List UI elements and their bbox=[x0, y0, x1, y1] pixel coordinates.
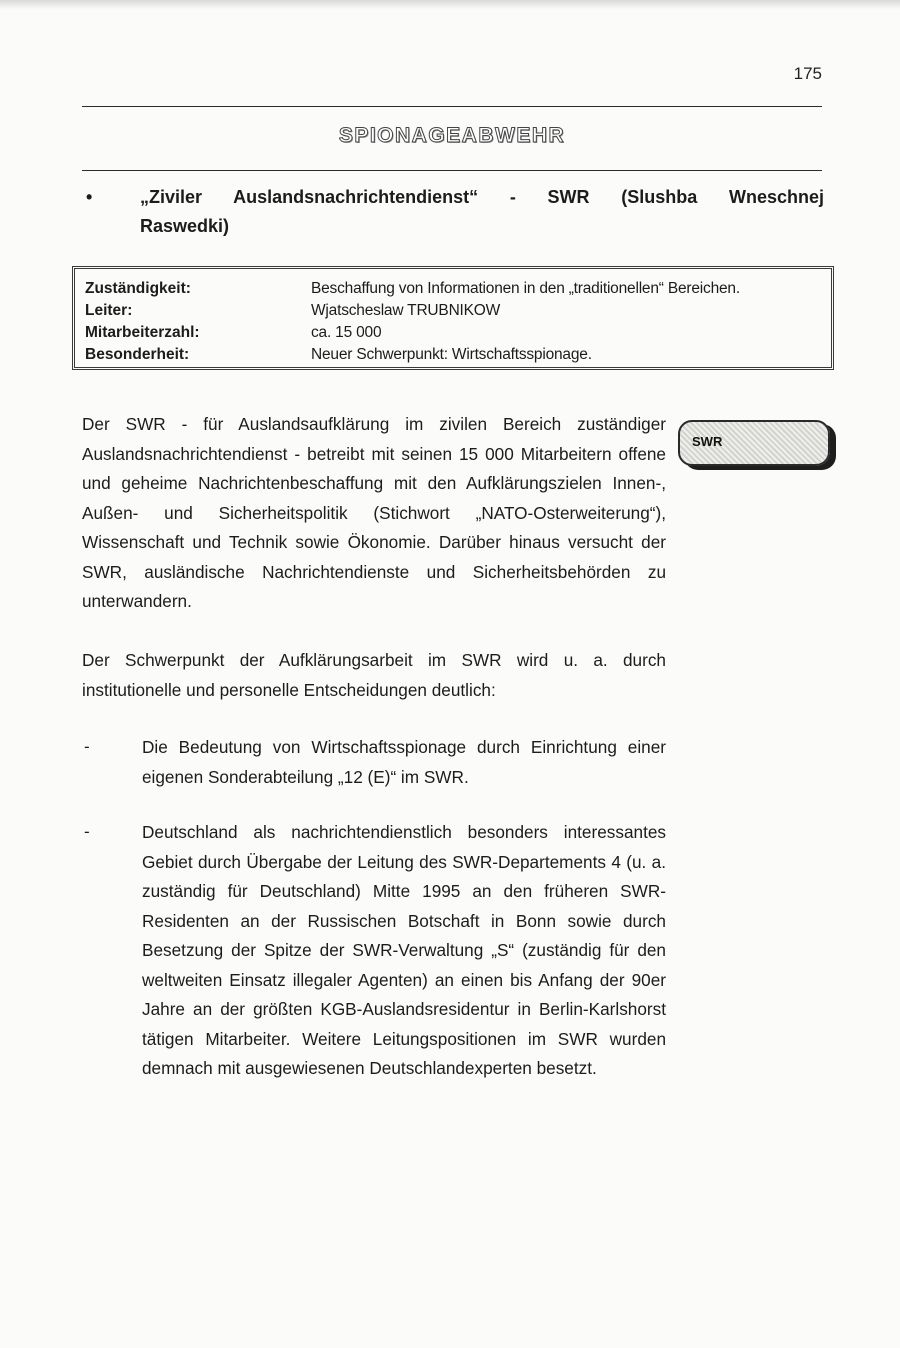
info-row-mitarbeiterzahl bbox=[83, 322, 828, 344]
scan-edge-shadow bbox=[0, 0, 900, 10]
info-value: Neuer Schwerpunkt: Wirtschaftsspionage. bbox=[311, 346, 592, 363]
info-label: Mitarbeiterzahl: bbox=[85, 324, 200, 341]
info-value: Wjatscheslaw TRUBNIKOW bbox=[311, 302, 501, 319]
list-item: Deutschland als nachrichtendienstlich besonders interessantes Gebiet durch Übergabe der Leitung des SWR-Departements 4 (u. a. zuständig für Deutschland) Mitte 1995 an den früheren SWR-Residenten an der Russischen Botschaft in Bonn sowie durch Besetzung der Spitze der SWR-Verwaltung „S“ (zuständig für den weltweiten Einsatz illegaler Agenten) an einen bis Anfang der 90er Jahre an der größten KGB-Auslandsresidentur in Berlin-Karlshorst tätigen Mitarbeiter. Weitere Leitungspositionen im SWR wurden demnach mit ausgewiesenen Deutschlandexperten besetzt. bbox=[142, 822, 666, 1078]
margin-tag-swr bbox=[678, 420, 830, 466]
list-item: Die Bedeutung von Wirtschaftsspionage durch Einrichtung einer eigenen Sonderabteilung „12 (E)“ im SWR. bbox=[142, 737, 666, 787]
section-title: SPIONAGEABWEHR bbox=[338, 124, 566, 147]
list-dash-marker: - bbox=[84, 737, 90, 756]
page-number: 175 bbox=[793, 64, 822, 83]
info-value: Beschaffung von Informationen in den „traditionellen“ Bereichen. bbox=[311, 280, 740, 297]
info-value: ca. 15 000 bbox=[311, 324, 382, 341]
info-label: Besonderheit: bbox=[85, 346, 190, 363]
title-rule bbox=[82, 170, 822, 171]
info-row-besonderheit bbox=[83, 344, 828, 366]
heading-line-1: „Ziviler Auslandsnachrichtendienst“ - SWR (Slushba Wneschnej bbox=[140, 187, 824, 207]
info-box bbox=[72, 266, 834, 370]
info-row-leiter bbox=[83, 300, 828, 322]
bullet-icon: • bbox=[86, 187, 93, 207]
margin-tag-label: SWR bbox=[692, 434, 723, 449]
body-paragraph: Der SWR - für Auslandsaufklärung im zivilen Bereich zuständiger Auslandsnachrichtendienst - betreibt mit seinen 15 000 Mitarbeitern offene und geheime Nachrichtenbeschaffung mit den Aufklärungszielen Innen-, Außen- und Sicherheitspolitik (Stichwort „NATO-Osterweiterung“), Wissenschaft und Technik sowie Ökonomie. Darüber hinaus versucht der SWR, ausländische Nachrichtendienste und Sicherheitsbehörden zu unterwandern. bbox=[82, 414, 666, 611]
top-rule bbox=[82, 106, 822, 107]
heading-line-2: Raswedki) bbox=[140, 216, 230, 236]
body-paragraph: Der Schwerpunkt der Aufklärungsarbeit im SWR wird u. a. durch institutionelle und personelle Entscheidungen deutlich: bbox=[82, 650, 666, 700]
info-label: Zuständigkeit: bbox=[85, 280, 191, 297]
info-row-zustaendigkeit bbox=[83, 278, 828, 300]
info-label: Leiter: bbox=[85, 302, 133, 319]
list-dash-marker: - bbox=[84, 822, 90, 841]
